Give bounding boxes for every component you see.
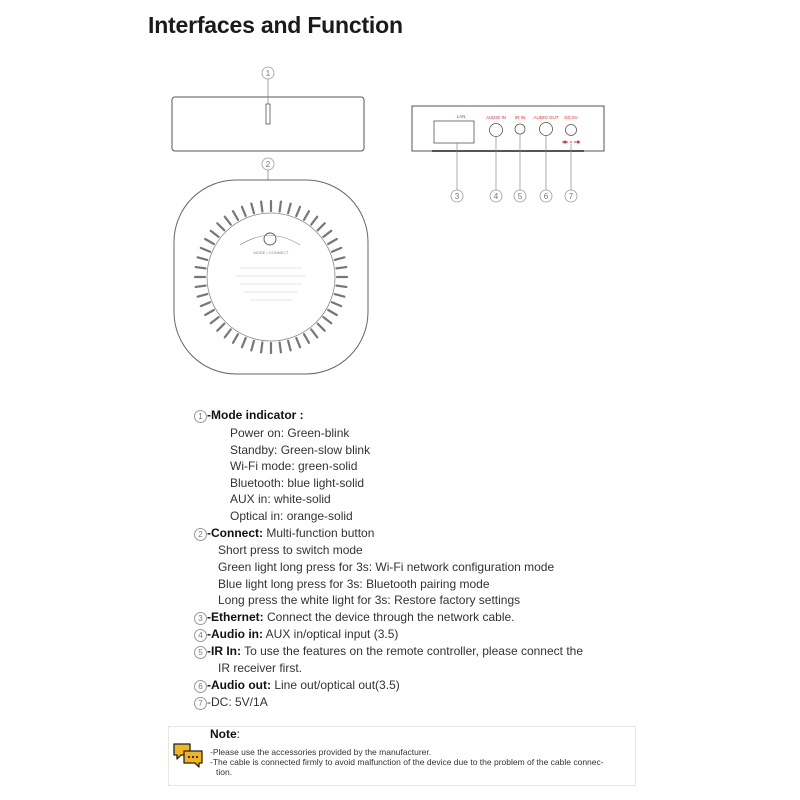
callout-7: 7 [568, 192, 574, 201]
item-label: -IR In: [207, 644, 241, 658]
dc-port [566, 125, 577, 136]
item-ir-in [207, 644, 583, 658]
callout-4: 4 [493, 192, 499, 201]
item-label: -Mode indicator : [207, 408, 304, 422]
item-label: -Audio in: [207, 627, 263, 641]
audio-out-port [540, 123, 553, 136]
item-number: 4 [194, 629, 207, 642]
note-line: -Please use the accessories provided by the manufacturer. [210, 747, 432, 757]
list-item: Optical in: orange-solid [230, 509, 353, 523]
vent-slot [261, 342, 262, 352]
vent-slot [280, 342, 281, 352]
item-number: 2 [194, 528, 207, 541]
callout-5: 5 [517, 192, 523, 201]
button-label: MODE / CONNECT [253, 250, 289, 255]
item-mode-indicator [207, 408, 304, 422]
list-item: Green light long press for 3s: Wi-Fi network configuration mode [218, 560, 555, 574]
note-line: -The cable is connected firmly to avoid malfunction of the device due to the problem of the cable connec- [210, 757, 604, 767]
list-item: AUX in: white-solid [230, 492, 331, 506]
callout-6: 6 [543, 192, 549, 201]
port-label-audio-in: AUDIO IN [485, 115, 507, 120]
item-number: 5 [194, 646, 207, 659]
device-top-view [174, 158, 368, 374]
device-rear-view [412, 106, 604, 202]
item-number: 6 [194, 680, 207, 693]
list-item: Bluetooth: blue light-solid [230, 476, 365, 490]
chat-bubbles-icon [172, 742, 204, 770]
note-title-colon: : [236, 727, 241, 741]
item-text: 5V/1A [231, 695, 268, 709]
item-text: Connect the device through the network cable. [263, 610, 515, 624]
note-title-text: Note [210, 727, 237, 741]
item-number: 7 [194, 697, 207, 710]
item-text-continued: IR receiver first. [218, 661, 303, 675]
port-label-ir-in: IR IN [514, 115, 526, 120]
ir-in-port [515, 124, 525, 134]
mode-connect-button [264, 233, 276, 245]
page-title: Interfaces and Function [148, 12, 403, 38]
list-item: Blue light long press for 3s: Bluetooth pairing mode [218, 577, 490, 591]
item-label: -Audio out: [207, 678, 271, 692]
vent-slot [280, 202, 281, 212]
port-label-audio-out: AUDIO OUT [533, 115, 559, 120]
device-side-view [172, 67, 364, 151]
item-ethernet [207, 610, 515, 624]
item-label: -Connect: [207, 526, 263, 540]
item-text: Multi-function button [263, 526, 375, 540]
item-text: Line out/optical out(3.5) [270, 678, 400, 692]
item-connect [207, 526, 374, 540]
vent-slot [196, 286, 206, 287]
list-item: Short press to switch mode [218, 543, 363, 557]
item-dc [207, 695, 268, 709]
list-item: Power on: Green-blink [230, 426, 350, 440]
item-number: 1 [194, 410, 207, 423]
list-item: Standby: Green-slow blink [230, 443, 371, 457]
vent-slot [336, 286, 346, 287]
callout-2: 2 [265, 160, 271, 169]
item-text: To use the features on the remote controller, please connect the [241, 644, 583, 658]
port-label-dc: DC 5V [564, 115, 578, 120]
list-item: Long press the white light for 3s: Restore factory settings [218, 593, 521, 607]
item-number: 3 [194, 612, 207, 625]
item-audio-out [207, 678, 400, 692]
vent-slot [196, 267, 206, 268]
item-label: -DC: [207, 695, 232, 709]
note-line: tion. [216, 767, 233, 777]
vent-slot [336, 267, 346, 268]
audio-in-port [490, 124, 503, 137]
item-audio-in [207, 627, 398, 641]
vent-slot [261, 202, 262, 212]
item-text: AUX in/optical input (3.5) [262, 627, 399, 641]
port-label-lan: LAN [456, 114, 466, 119]
list-item: Wi-Fi mode: green-solid [230, 459, 358, 473]
lan-port [434, 121, 474, 143]
note-title [210, 727, 240, 741]
callout-1: 1 [265, 69, 271, 78]
item-label: -Ethernet: [207, 610, 264, 624]
callout-3: 3 [454, 192, 460, 201]
